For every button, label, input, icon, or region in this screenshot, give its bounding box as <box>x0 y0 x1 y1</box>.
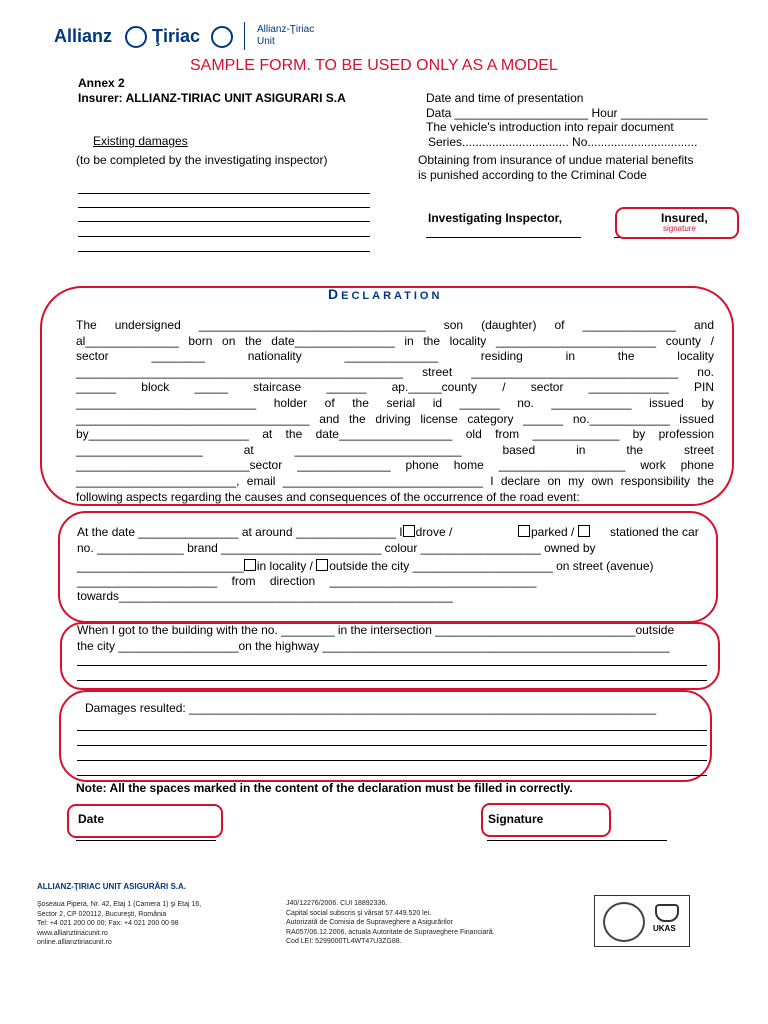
insured-signature-hint: signature <box>663 224 696 233</box>
footer-company: ALLIANZ-ŢIRIAC UNIT ASIGURĂRI S.A. <box>37 882 187 891</box>
building-line-1[interactable]: When I got to the building with the no. ________ in the intersection ______________________________outside <box>77 623 675 637</box>
declaration-title-rest: ECLARATION <box>341 290 443 302</box>
building-blank-2[interactable] <box>77 680 707 681</box>
event-line-5[interactable]: towards__________________________________________________ <box>77 589 453 603</box>
presentation-label: Date and time of presentation <box>426 91 584 105</box>
inspector-signature-line[interactable] <box>426 237 581 238</box>
event-parked[interactable]: parked / <box>518 525 591 540</box>
intro-document-label: The vehicle's introduction into repair document <box>426 120 674 134</box>
parked-checkbox[interactable] <box>518 525 530 537</box>
header-divider <box>244 22 245 50</box>
drove-checkbox[interactable] <box>403 525 415 537</box>
inspector-label: Investigating Inspector, <box>428 211 563 225</box>
header <box>54 20 354 56</box>
building-blank-1[interactable] <box>77 665 707 666</box>
damages-blank-2[interactable] <box>77 745 707 746</box>
damages-label[interactable]: Damages resulted: ______________________________________________________________________ <box>85 701 657 715</box>
unit-line-1: Allianz-Ţiriac <box>257 24 315 35</box>
signature-line[interactable] <box>487 840 667 841</box>
certification-seal-icon <box>603 902 645 942</box>
damages-blank-4[interactable] <box>77 775 707 776</box>
declaration-body[interactable]: The undersigned __________________________________ son (daughter) of ______________ and al______________ born on the date_______________ in the locality ________________________ county / sector ________ nationality ______________ residing in the locality _________________________________________________ street _______________________________ no. ______ block _____ staircase ______ ap._____county / sector ____________ PIN ___________________________ holder of the serial id ______ no. ____________ issued by ___________________________________ and the driving license category ______ no.____________ issued by________________________ at the date_________________ old from _____________ by profession ___________________ at _________________________ based in the street __________________________sector ______________ phone home ___________________ work phone ________________________, email ______________________________ I declare on my own responsibility the following aspects regarding the causes and consequences of the occurrence of the road event: <box>76 318 714 504</box>
insurer-label: Insurer: ALLIANZ-TIRIAC UNIT ASIGURARI S.A <box>78 91 346 105</box>
certification-logo <box>594 895 690 947</box>
declaration-title: DECLARATION <box>328 286 443 302</box>
completed-by-note: (to be completed by the investigating inspector) <box>76 153 328 167</box>
brand-name-tiriac: Ţiriac <box>152 26 201 46</box>
ukas-badge: UKAS <box>653 924 676 933</box>
ukas-crown-icon <box>655 904 679 922</box>
event-line-3[interactable]: _________________________ in locality / outside the city _____________________ on street (avenue) <box>77 559 654 573</box>
event-line-4[interactable]: _____________________ from direction _______________________________ <box>77 574 537 588</box>
data-hour-line[interactable]: Data ____________________ Hour _____________ <box>426 106 708 120</box>
existing-damages-label: Existing damages <box>93 134 188 148</box>
building-line-2[interactable]: the city __________________on the highway ____________________________________________________ <box>77 639 670 653</box>
warning-line-2: is punished according to the Criminal Code <box>418 168 647 182</box>
date-line[interactable] <box>76 840 216 841</box>
in-locality-checkbox[interactable] <box>244 559 256 571</box>
event-line-1[interactable]: At the date _______________ at around _______________ I drove / <box>77 525 453 539</box>
damages-blank-1[interactable] <box>77 730 707 731</box>
warning-line-1: Obtaining from insurance of undue material benefits <box>418 153 694 167</box>
annex-label: Annex 2 <box>78 76 125 90</box>
event-line-2[interactable]: no. _____________ brand ________________________ colour __________________ owned by <box>77 541 596 555</box>
outside-city-checkbox[interactable] <box>316 559 328 571</box>
sample-notice: SAMPLE FORM. TO BE USED ONLY AS A MODEL <box>190 57 558 74</box>
signature-label: Signature <box>488 812 544 826</box>
series-no-line[interactable]: Series................................ No................................. <box>428 135 698 149</box>
event-stationed: stationed the car <box>610 525 699 539</box>
tiriac-logo-icon <box>211 26 233 48</box>
stationed-checkbox[interactable] <box>578 525 590 537</box>
insured-highlight <box>615 207 739 239</box>
brand-name: Allianz <box>54 26 113 46</box>
insured-label: Insured, <box>661 211 708 225</box>
footer-legal: J40/12276/2006. CUI 18892336. Capital social subscris şi vărsat 57.449.520 lei. Autorizată de Comisia de Supraveghere a Asigurărilor RA057/06.12.2006, actuala Autoritate de Supraveghere Financiară. Cod LEI: 5299000TL4WT47U3ZG88. <box>286 900 495 946</box>
brand-pillars-icon <box>125 26 147 48</box>
footer-address: Şoseaua Pipera, Nr. 42, Etaj 1 (Camera 1) şi Etaj 16, Sector 2, CP 020112, Bucureşti, România Tel: +4 021 200 00 00; Fax: +4 021 200 00 98 www.allianztiriacunit.ro online.allianztiriacunit.ro <box>37 901 202 947</box>
unit-line-2: Unit <box>257 36 275 47</box>
note-text: Note: All the spaces marked in the content of the declaration must be filled in correctly. <box>76 781 573 795</box>
damages-blank-3[interactable] <box>77 760 707 761</box>
date-label: Date <box>78 812 105 826</box>
